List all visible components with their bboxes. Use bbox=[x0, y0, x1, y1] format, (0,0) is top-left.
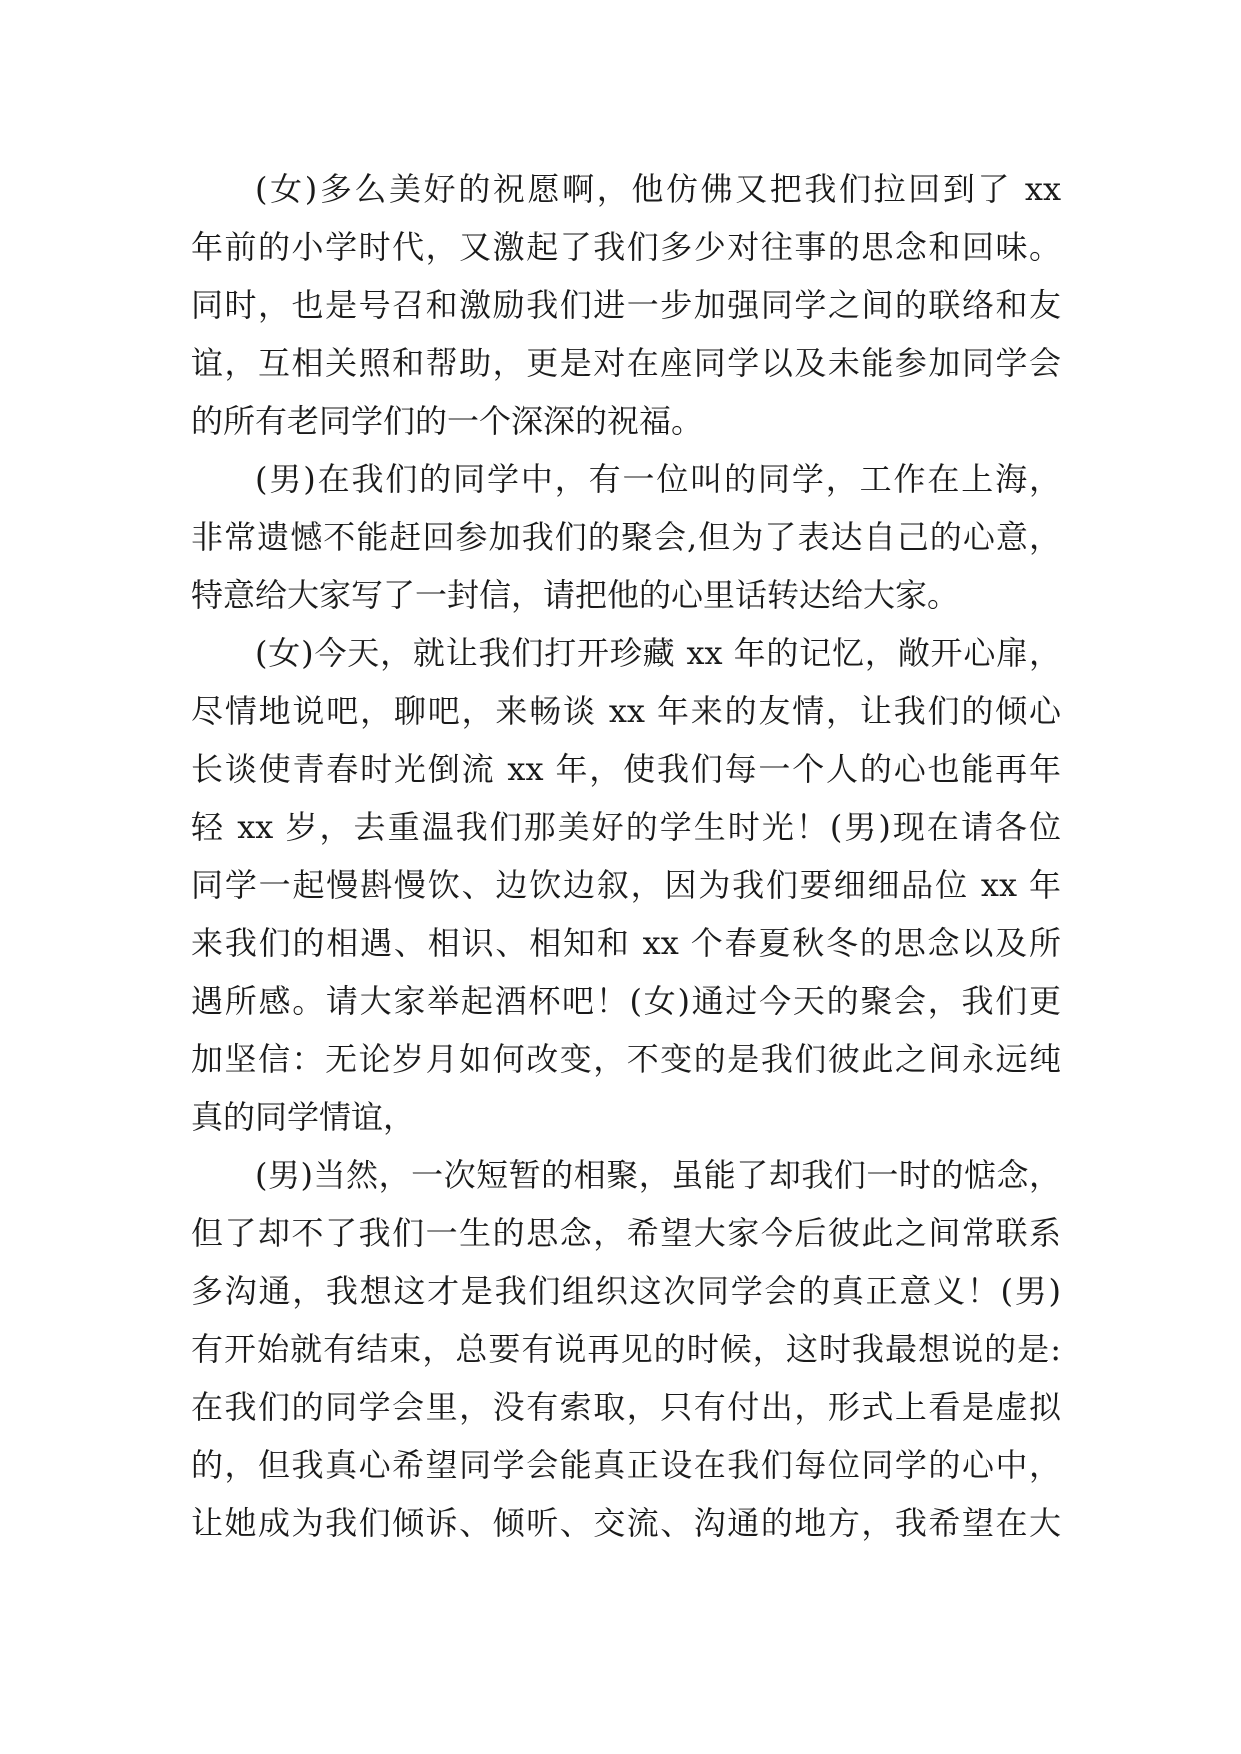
text-line: 同学一起慢斟慢饮、边饮边叙，因为我们要细细品位 xx 年 bbox=[191, 866, 1061, 904]
text-line: 年前的小学时代，又激起了我们多少对往事的思念和回味。 bbox=[191, 228, 1061, 266]
text-line: 来我们的相遇、相识、相知和 xx 个春夏秋冬的思念以及所 bbox=[191, 924, 1061, 962]
text-line: 有开始就有结束，总要有说再见的时候，这时我最想说的是: bbox=[191, 1330, 1061, 1368]
text-line: 让她成为我们倾诉、倾听、交流、沟通的地方，我希望在大 bbox=[191, 1504, 1061, 1542]
text-line: 非常遗憾不能赶回参加我们的聚会,但为了表达自己的心意， bbox=[191, 518, 1061, 556]
text-line: (男)在我们的同学中，有一位叫的同学，工作在上海， bbox=[255, 460, 1061, 498]
text-line: 谊，互相关照和帮助，更是对在座同学以及未能参加同学会 bbox=[191, 344, 1061, 382]
text-line: (女)今天，就让我们打开珍藏 xx 年的记忆，敞开心扉， bbox=[255, 634, 1061, 672]
text-line: 的，但我真心希望同学会能真正设在我们每位同学的心中， bbox=[191, 1446, 1061, 1484]
text-line: 轻 xx 岁，去重温我们那美好的学生时光！(男)现在请各位 bbox=[191, 808, 1061, 846]
text-line: 尽情地说吧，聊吧，来畅谈 xx 年来的友情，让我们的倾心 bbox=[191, 692, 1061, 730]
text-line: 真的同学情谊， bbox=[191, 1098, 416, 1136]
text-line: 多沟通，我想这才是我们组织这次同学会的真正意义！(男) bbox=[191, 1272, 1061, 1310]
text-line: 遇所感。请大家举起酒杯吧！(女)通过今天的聚会，我们更 bbox=[191, 982, 1061, 1020]
text-line: 长谈使青春时光倒流 xx 年，使我们每一个人的心也能再年 bbox=[191, 750, 1061, 788]
text-line: 的所有老同学们的一个深深的祝福。 bbox=[191, 402, 704, 440]
text-line: 特意给大家写了一封信，请把他的心里话转达给大家。 bbox=[191, 576, 960, 614]
text-line: 但了却不了我们一生的思念，希望大家今后彼此之间常联系 bbox=[191, 1214, 1061, 1252]
text-line: (女)多么美好的祝愿啊，他仿佛又把我们拉回到了 xx bbox=[255, 170, 1061, 208]
text-line: 在我们的同学会里，没有索取，只有付出，形式上看是虚拟 bbox=[191, 1388, 1061, 1426]
document-body bbox=[191, 160, 1061, 1552]
text-line: 加坚信：无论岁月如何改变，不变的是我们彼此之间永远纯 bbox=[191, 1040, 1061, 1078]
text-line: (男)当然，一次短暂的相聚，虽能了却我们一时的惦念， bbox=[255, 1156, 1061, 1194]
text-line: 同时，也是号召和激励我们进一步加强同学之间的联络和友 bbox=[191, 286, 1061, 324]
